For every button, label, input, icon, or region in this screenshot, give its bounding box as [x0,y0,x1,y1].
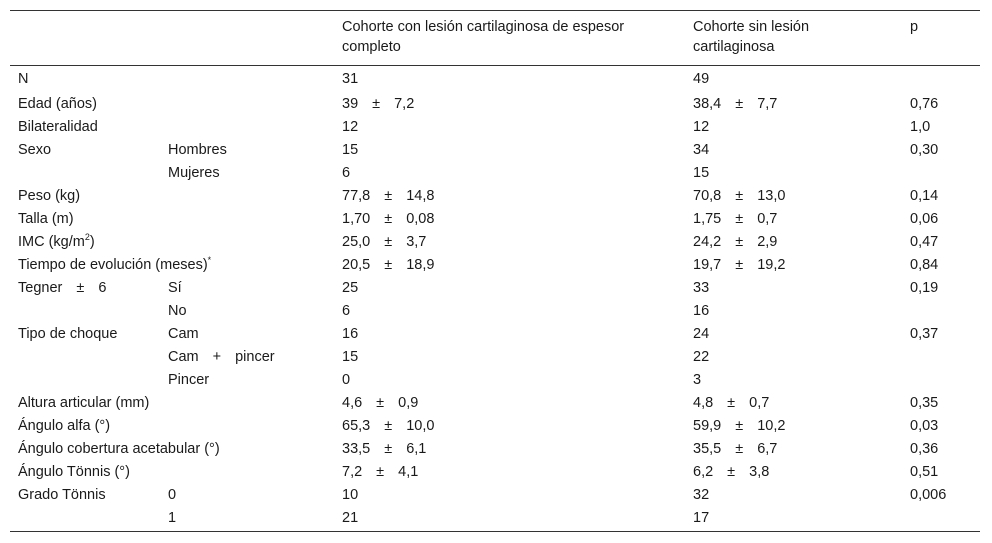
cell-p: 0,19 [910,279,939,296]
cell-p: 0,36 [910,440,939,457]
table-row [10,438,980,461]
table-row [10,66,980,93]
table-row [10,415,980,438]
cell-c1: 10 [342,486,359,503]
data-table-container [10,10,980,532]
table-row [10,300,980,323]
table-row [10,277,980,300]
cell-c2: 22 [693,348,710,365]
cell-c2: 35,5 ± 6,7 [693,440,778,457]
sublabel: Cam [168,325,199,342]
cell-c1: 6 [342,164,351,181]
table-row [10,392,980,415]
sublabel: Sí [168,279,182,296]
row-label: Talla (m) [18,210,74,227]
table-row [10,162,980,185]
cell-c2: 34 [693,141,710,158]
cell-c1: 16 [342,325,359,342]
cell-c1: 39 ± 7,2 [342,95,415,112]
cell-c1: 15 [342,141,359,158]
row-label: Peso (kg) [18,187,81,204]
row-label: Grado Tönnis [18,486,106,503]
cell-c2: 6,2 ± 3,8 [693,463,770,480]
cell-c1: 25,0 ± 3,7 [342,233,427,250]
table-row [10,208,980,231]
cell-p: 0,37 [910,325,939,342]
cell-c2: 16 [693,302,710,319]
cell-c2: 1,75 ± 0,7 [693,210,778,227]
cell-p [902,66,980,93]
cell-p: 0,006 [910,486,947,503]
cell-c2: 24,2 ± 2,9 [693,233,778,250]
row-label: Tiempo de evolución (meses)* [18,254,212,273]
row-label: Tegner ± 6 [18,279,107,296]
cell-c2: 32 [693,486,710,503]
header-row [10,11,980,66]
row-label: Ángulo cobertura acetabular (°) [18,440,220,457]
row-label: N [18,71,29,87]
cell-c2: 70,8 ± 13,0 [693,187,786,204]
cell-p: 0,06 [910,210,939,227]
row-label: Ángulo Tönnis (°) [18,463,130,480]
sublabel: Mujeres [168,164,220,181]
header-p: p [910,19,919,35]
row-label: Ángulo alfa (°) [18,417,111,434]
cell-p: 0,30 [910,141,939,158]
cell-p: 0,03 [910,417,939,434]
sublabel: Hombres [168,141,227,158]
table-row [10,185,980,208]
cell-c2: 59,9 ± 10,2 [693,417,786,434]
cell-p: 0,14 [910,187,939,204]
row-label: Sexo [18,141,52,158]
cell-p: 0,47 [910,233,939,250]
table-row [10,139,980,162]
header-empty [10,11,160,66]
row-label: Edad (años) [18,95,97,112]
cell-c1: 33,5 ± 6,1 [342,440,427,457]
table-row [10,323,980,346]
cell-c1: 7,2 ± 4,1 [342,463,419,480]
sublabel: 1 [168,509,177,526]
sublabel: Cam + pincer [168,348,275,365]
cell-p: 0,51 [910,463,939,480]
cell-c2: 12 [693,118,710,135]
cell-c2: 49 [693,71,710,87]
row-label: Bilateralidad [18,118,98,135]
cell-c1: 20,5 ± 18,9 [342,256,435,273]
row-label: Tipo de choque [18,325,118,342]
sublabel: No [168,302,187,319]
cell-p: 0,35 [910,394,939,411]
cell-p: 0,84 [910,256,939,273]
cell-c1: 65,3 ± 10,0 [342,417,435,434]
cell-c2: 33 [693,279,710,296]
cell-c1: 0 [342,371,351,388]
cohort-comparison-table [10,10,980,532]
table-row [10,254,980,277]
cell-c2: 15 [693,164,710,181]
row-label: IMC $(kg/m^2)$ [18,231,95,250]
cell-c1: 1,70 ± 0,08 [342,210,435,227]
cell-c1: 21 [342,509,359,526]
cell-c2: 19,7 ± 19,2 [693,256,786,273]
header-cohort-no-lesion: Cohorte sin lesión cartilaginosa [693,19,810,55]
row-label: Altura articular (mm) [18,394,150,411]
sublabel: 0 [168,486,177,503]
table-row [10,369,980,392]
table-row [10,231,980,254]
table-row [10,93,980,116]
header-cohort-lesion: Cohorte con lesión cartilaginosa de espesor completo [342,19,625,55]
cell-c1: 77,8 ± 14,8 [342,187,435,204]
cell-p: 1,0 [910,118,931,135]
cell-c1: 12 [342,118,359,135]
table-row [10,507,980,532]
cell-c2: 3 [693,371,702,388]
cell-c1: 15 [342,348,359,365]
cell-c2: 38,4 ± 7,7 [693,95,778,112]
table-row [10,116,980,139]
cell-c2: 4,8 ± 0,7 [693,394,770,411]
header-empty-2 [160,11,334,66]
cell-c1: 31 [342,71,359,87]
cell-c1: 25 [342,279,359,296]
cell-c1: 4,6 ± 0,9 [342,394,419,411]
sublabel: Pincer [168,371,210,388]
cell-c2: 24 [693,325,710,342]
table-row [10,461,980,484]
table-row [10,484,980,507]
cell-c1: 6 [342,302,351,319]
cell-p: 0,76 [910,95,939,112]
cell-c2: 17 [693,509,710,526]
